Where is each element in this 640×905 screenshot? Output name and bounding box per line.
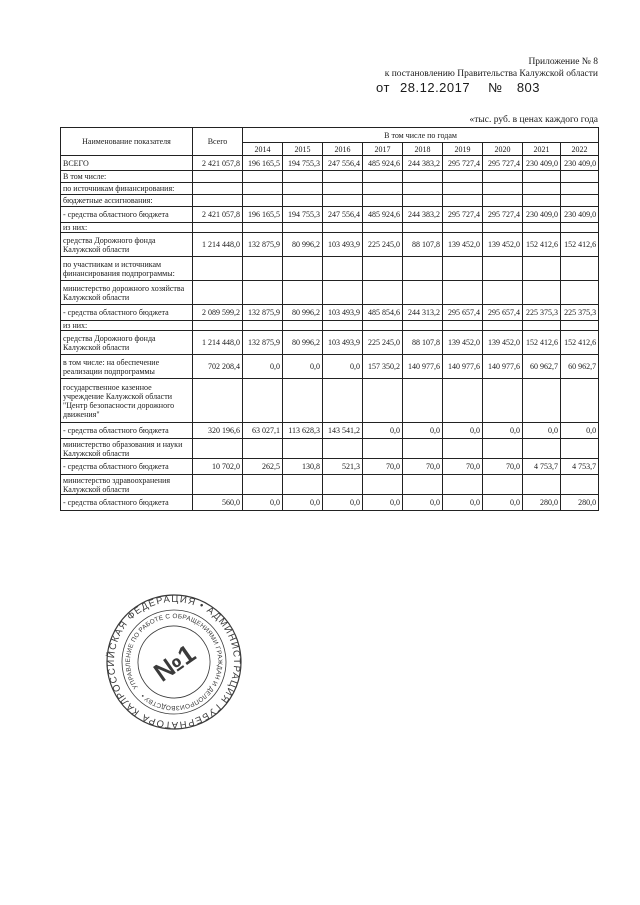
financing-table	[60, 127, 599, 511]
year-value-cell: 70,0	[443, 459, 483, 475]
year-value-cell	[403, 379, 443, 423]
year-value-cell	[283, 223, 323, 233]
row-label: - средства областного бюджета	[61, 495, 193, 511]
year-value-cell	[403, 439, 443, 459]
resolution-date: 28.12.2017	[400, 80, 471, 95]
year-value-cell	[283, 379, 323, 423]
row-total: 2 421 057,8	[193, 156, 243, 171]
year-value-cell	[323, 321, 363, 331]
year-value-cell	[363, 475, 403, 495]
row-total: 702 208,4	[193, 355, 243, 379]
year-value-cell	[443, 475, 483, 495]
year-value-cell: 132 875,9	[243, 233, 283, 257]
year-value-cell	[363, 281, 403, 305]
year-value-cell: 262,5	[243, 459, 283, 475]
year-value-cell: 295 657,4	[483, 305, 523, 321]
row-label: В том числе:	[61, 171, 193, 183]
table-row	[61, 495, 599, 511]
table-row	[61, 156, 599, 171]
row-total: 10 702,0	[193, 459, 243, 475]
year-value-cell: 196 165,5	[243, 156, 283, 171]
year-value-cell: 295 727,4	[483, 207, 523, 223]
year-value-cell: 140 977,6	[483, 355, 523, 379]
table-row	[61, 223, 599, 233]
year-value-cell	[403, 475, 443, 495]
table-row	[61, 233, 599, 257]
year-value-cell	[443, 321, 483, 331]
year-value-cell	[283, 475, 323, 495]
row-total: 560,0	[193, 495, 243, 511]
table-row	[61, 281, 599, 305]
year-value-cell: 139 452,0	[443, 331, 483, 355]
year-value-cell: 70,0	[403, 459, 443, 475]
year-value-cell	[443, 379, 483, 423]
year-value-cell	[243, 379, 283, 423]
year-value-cell	[323, 257, 363, 281]
year-value-cell	[483, 195, 523, 207]
year-value-cell: 225 375,3	[561, 305, 599, 321]
year-value-cell	[283, 439, 323, 459]
year-value-cell	[561, 257, 599, 281]
year-value-cell: 70,0	[483, 459, 523, 475]
table-row	[61, 321, 599, 331]
row-total	[193, 321, 243, 331]
year-value-cell	[483, 223, 523, 233]
year-value-cell	[283, 321, 323, 331]
row-label: из них:	[61, 223, 193, 233]
year-value-cell	[561, 321, 599, 331]
number-sign: №	[488, 80, 503, 95]
year-value-cell	[561, 183, 599, 195]
table-row	[61, 459, 599, 475]
year-value-cell: 0,0	[523, 423, 561, 439]
svg-text:УПРАВЛЕНИЕ ПО РАБОТЕ С ОБРАЩЕН: УПРАВЛЕНИЕ ПО РАБОТЕ С ОБРАЩЕНИЯМИ ГРАЖДАН И ДЕЛОПРОИЗВОДСТВУ •	[124, 612, 224, 712]
year-value-cell: 225 375,3	[523, 305, 561, 321]
year-value-cell	[243, 183, 283, 195]
year-value-cell: 230 409,0	[523, 156, 561, 171]
year-value-cell	[443, 223, 483, 233]
year-value-cell: 196 165,5	[243, 207, 283, 223]
year-header: 2022	[561, 143, 599, 156]
year-value-cell	[323, 195, 363, 207]
year-value-cell	[283, 171, 323, 183]
row-label: - средства областного бюджета	[61, 305, 193, 321]
year-value-cell: 152 412,6	[561, 233, 599, 257]
year-value-cell: 0,0	[443, 423, 483, 439]
year-value-cell	[323, 183, 363, 195]
year-value-cell: 80 996,2	[283, 331, 323, 355]
year-value-cell: 113 628,3	[283, 423, 323, 439]
year-value-cell	[363, 183, 403, 195]
year-value-cell: 139 452,0	[443, 233, 483, 257]
year-value-cell: 139 452,0	[483, 331, 523, 355]
year-value-cell: 4 753,7	[561, 459, 599, 475]
year-header: 2020	[483, 143, 523, 156]
year-value-cell: 130,8	[283, 459, 323, 475]
year-value-cell: 295 727,4	[443, 207, 483, 223]
year-header: 2015	[283, 143, 323, 156]
date-prefix: от	[376, 80, 390, 95]
year-value-cell: 280,0	[523, 495, 561, 511]
year-value-cell	[403, 195, 443, 207]
official-seal	[104, 592, 244, 732]
year-value-cell: 0,0	[483, 495, 523, 511]
resolution-reference: к постановлению Правительства Калужской области	[384, 69, 598, 79]
table-row	[61, 183, 599, 195]
year-value-cell: 60 962,7	[561, 355, 599, 379]
row-total: 1 214 448,0	[193, 233, 243, 257]
row-total	[193, 257, 243, 281]
year-value-cell	[363, 257, 403, 281]
row-label: средства Дорожного фонда Калужской области	[61, 331, 193, 355]
year-value-cell	[483, 379, 523, 423]
year-header: 2019	[443, 143, 483, 156]
year-value-cell	[283, 257, 323, 281]
year-value-cell	[561, 379, 599, 423]
year-value-cell: 103 493,9	[323, 233, 363, 257]
year-value-cell	[243, 223, 283, 233]
row-label: по участникам и источникам финансирования подпрограммы:	[61, 257, 193, 281]
year-value-cell	[363, 223, 403, 233]
year-value-cell	[561, 195, 599, 207]
year-value-cell	[561, 171, 599, 183]
year-value-cell	[403, 281, 443, 305]
year-value-cell: 244 383,2	[403, 156, 443, 171]
year-value-cell	[523, 379, 561, 423]
year-value-cell	[403, 223, 443, 233]
year-value-cell	[243, 475, 283, 495]
table-row	[61, 423, 599, 439]
year-value-cell	[283, 281, 323, 305]
year-value-cell: 88 107,8	[403, 331, 443, 355]
year-value-cell	[483, 183, 523, 195]
year-value-cell	[363, 439, 403, 459]
year-value-cell	[523, 183, 561, 195]
year-value-cell	[483, 171, 523, 183]
row-total	[193, 171, 243, 183]
year-value-cell: 0,0	[323, 495, 363, 511]
year-value-cell	[283, 183, 323, 195]
year-header: 2021	[523, 143, 561, 156]
year-value-cell	[523, 223, 561, 233]
row-label: - средства областного бюджета	[61, 459, 193, 475]
table-row	[61, 331, 599, 355]
row-total	[193, 379, 243, 423]
year-value-cell	[323, 379, 363, 423]
year-value-cell: 152 412,6	[523, 331, 561, 355]
year-value-cell	[283, 195, 323, 207]
year-value-cell	[323, 439, 363, 459]
units-note: «тыс. руб. в ценах каждого года	[469, 115, 598, 125]
table-row	[61, 475, 599, 495]
year-value-cell: 0,0	[561, 423, 599, 439]
year-value-cell: 103 493,9	[323, 331, 363, 355]
year-value-cell: 295 657,4	[443, 305, 483, 321]
year-value-cell: 132 875,9	[243, 331, 283, 355]
row-label: - средства областного бюджета	[61, 207, 193, 223]
year-value-cell: 140 977,6	[403, 355, 443, 379]
year-value-cell: 0,0	[243, 495, 283, 511]
year-value-cell	[483, 321, 523, 331]
year-value-cell	[363, 195, 403, 207]
year-value-cell	[483, 257, 523, 281]
row-label: ВСЕГО	[61, 156, 193, 171]
year-header: 2014	[243, 143, 283, 156]
year-value-cell	[323, 475, 363, 495]
year-value-cell	[243, 171, 283, 183]
year-value-cell: 0,0	[283, 355, 323, 379]
year-value-cell: 139 452,0	[483, 233, 523, 257]
year-value-cell: 0,0	[403, 423, 443, 439]
year-value-cell: 244 383,2	[403, 207, 443, 223]
year-value-cell: 230 409,0	[561, 207, 599, 223]
table-row	[61, 195, 599, 207]
year-value-cell: 103 493,9	[323, 305, 363, 321]
table-row	[61, 439, 599, 459]
row-label: министерство здравоохранения Калужской области	[61, 475, 193, 495]
year-value-cell: 0,0	[443, 495, 483, 511]
year-value-cell: 60 962,7	[523, 355, 561, 379]
row-total	[193, 439, 243, 459]
year-value-cell: 0,0	[323, 355, 363, 379]
table-row	[61, 171, 599, 183]
header-total: Всего	[193, 128, 243, 156]
year-value-cell	[443, 281, 483, 305]
year-header: 2017	[363, 143, 403, 156]
table-row	[61, 355, 599, 379]
year-value-cell: 521,3	[323, 459, 363, 475]
year-value-cell: 485 924,6	[363, 207, 403, 223]
year-value-cell: 0,0	[243, 355, 283, 379]
row-total	[193, 475, 243, 495]
year-value-cell	[243, 257, 283, 281]
year-value-cell	[561, 475, 599, 495]
year-value-cell: 152 412,6	[561, 331, 599, 355]
year-value-cell: 0,0	[483, 423, 523, 439]
year-value-cell: 0,0	[363, 423, 403, 439]
row-label: - средства областного бюджета	[61, 423, 193, 439]
year-value-cell	[443, 195, 483, 207]
year-value-cell	[561, 281, 599, 305]
resolution-number: 803	[516, 80, 541, 95]
year-value-cell	[243, 439, 283, 459]
row-label: государственное казенное учреждение Калужской области "Центр безопасности дорожного движения"	[61, 379, 193, 423]
row-label: по источникам финансирования:	[61, 183, 193, 195]
row-total	[193, 281, 243, 305]
year-value-cell: 230 409,0	[523, 207, 561, 223]
year-value-cell	[323, 281, 363, 305]
row-total	[193, 223, 243, 233]
year-value-cell	[523, 171, 561, 183]
year-value-cell	[523, 475, 561, 495]
year-value-cell	[403, 321, 443, 331]
year-value-cell	[243, 281, 283, 305]
year-value-cell	[323, 171, 363, 183]
year-value-cell: 0,0	[403, 495, 443, 511]
appendix-title: Приложение № 8	[528, 57, 598, 67]
year-value-cell: 70,0	[363, 459, 403, 475]
year-value-cell: 247 556,4	[323, 207, 363, 223]
year-value-cell	[443, 171, 483, 183]
year-value-cell: 0,0	[283, 495, 323, 511]
year-value-cell	[363, 171, 403, 183]
year-value-cell	[443, 183, 483, 195]
header-indicator-name: Наименование показателя	[61, 128, 193, 156]
row-label: из них:	[61, 321, 193, 331]
year-value-cell: 157 350,2	[363, 355, 403, 379]
year-value-cell	[523, 439, 561, 459]
year-value-cell	[561, 223, 599, 233]
year-header: 2018	[403, 143, 443, 156]
year-value-cell	[323, 223, 363, 233]
year-value-cell: 194 755,3	[283, 207, 323, 223]
year-value-cell: 152 412,6	[523, 233, 561, 257]
year-value-cell	[443, 257, 483, 281]
year-value-cell	[243, 321, 283, 331]
year-value-cell	[403, 257, 443, 281]
row-label: министерство образования и науки Калужской области	[61, 439, 193, 459]
year-value-cell: 225 245,0	[363, 331, 403, 355]
row-total	[193, 183, 243, 195]
year-value-cell: 194 755,3	[283, 156, 323, 171]
year-value-cell: 143 541,2	[323, 423, 363, 439]
svg-text:№1: №1	[148, 638, 201, 688]
table-row	[61, 379, 599, 423]
row-label: в том числе: на обеспечение реализации подпрограммы	[61, 355, 193, 379]
year-value-cell	[363, 379, 403, 423]
year-value-cell: 225 245,0	[363, 233, 403, 257]
year-value-cell: 0,0	[363, 495, 403, 511]
year-value-cell: 4 753,7	[523, 459, 561, 475]
year-value-cell	[403, 171, 443, 183]
year-value-cell: 80 996,2	[283, 305, 323, 321]
year-value-cell	[403, 183, 443, 195]
row-label: бюджетные ассигнования:	[61, 195, 193, 207]
row-total: 320 196,6	[193, 423, 243, 439]
year-value-cell: 280,0	[561, 495, 599, 511]
table-row	[61, 305, 599, 321]
header-years-group: В том числе по годам	[243, 128, 599, 143]
year-value-cell	[561, 439, 599, 459]
row-total: 2 089 599,2	[193, 305, 243, 321]
table-row	[61, 257, 599, 281]
row-total	[193, 195, 243, 207]
year-value-cell: 140 977,6	[443, 355, 483, 379]
year-value-cell: 485 854,6	[363, 305, 403, 321]
row-label: министерство дорожного хозяйства Калужской области	[61, 281, 193, 305]
year-value-cell: 295 727,4	[443, 156, 483, 171]
year-value-cell: 485 924,6	[363, 156, 403, 171]
year-value-cell: 63 027,1	[243, 423, 283, 439]
year-header: 2016	[323, 143, 363, 156]
year-value-cell: 230 409,0	[561, 156, 599, 171]
year-value-cell	[523, 321, 561, 331]
row-total: 1 214 448,0	[193, 331, 243, 355]
svg-text:РОССИЙСКАЯ ФЕДЕРАЦИЯ • АДМИНИС: РОССИЙСКАЯ ФЕДЕРАЦИЯ • АДМИНИСТРАЦИЯ ГУБЕРНАТОРА КАЛУЖСКОЙ	[105, 593, 243, 731]
year-value-cell	[243, 195, 283, 207]
year-value-cell	[483, 475, 523, 495]
year-value-cell: 132 875,9	[243, 305, 283, 321]
year-value-cell: 88 107,8	[403, 233, 443, 257]
year-value-cell	[523, 281, 561, 305]
year-value-cell: 244 313,2	[403, 305, 443, 321]
year-value-cell	[483, 439, 523, 459]
table-row	[61, 207, 599, 223]
row-total: 2 421 057,8	[193, 207, 243, 223]
resolution-date-line	[376, 80, 540, 95]
year-value-cell	[483, 281, 523, 305]
year-value-cell	[443, 439, 483, 459]
year-value-cell	[523, 257, 561, 281]
year-value-cell: 80 996,2	[283, 233, 323, 257]
year-value-cell: 247 556,4	[323, 156, 363, 171]
year-value-cell	[363, 321, 403, 331]
year-value-cell	[523, 195, 561, 207]
row-label: средства Дорожного фонда Калужской области	[61, 233, 193, 257]
year-value-cell: 295 727,4	[483, 156, 523, 171]
